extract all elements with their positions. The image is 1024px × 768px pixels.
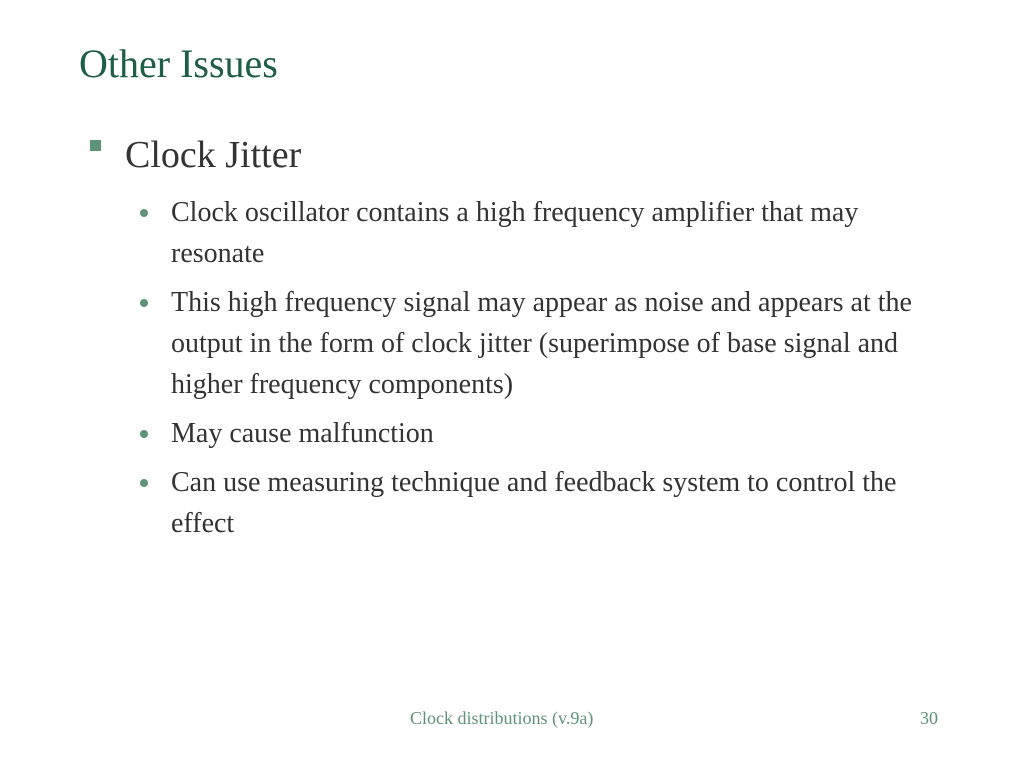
main-bullet-text: Clock Jitter bbox=[125, 134, 302, 176]
round-bullet-icon bbox=[140, 430, 148, 438]
round-bullet-icon bbox=[140, 479, 148, 487]
sub-bullet-text: Can use measuring technique and feedback system to control the effect bbox=[171, 467, 897, 539]
slide-title: Other Issues bbox=[79, 41, 278, 86]
page-number: 30 bbox=[920, 708, 938, 728]
sub-bullet-item bbox=[139, 282, 929, 405]
sub-bullet-text: This high frequency signal may appear as noise and appears at the output in the form of clock jitter (superimpose of base signal and higher frequency components) bbox=[171, 287, 912, 400]
round-bullet-icon bbox=[140, 209, 148, 217]
slide-footer: Clock distributions (v.9a) bbox=[410, 708, 594, 728]
sub-bullet-item bbox=[139, 192, 929, 274]
sub-bullet-text: Clock oscillator contains a high frequency amplifier that may resonate bbox=[171, 197, 859, 269]
square-bullet-icon bbox=[90, 140, 101, 151]
sub-bullet-list bbox=[139, 192, 929, 552]
sub-bullet-text: May cause malfunction bbox=[171, 418, 434, 449]
sub-bullet-item bbox=[139, 413, 929, 454]
round-bullet-icon bbox=[140, 299, 148, 307]
sub-bullet-item bbox=[139, 462, 929, 544]
